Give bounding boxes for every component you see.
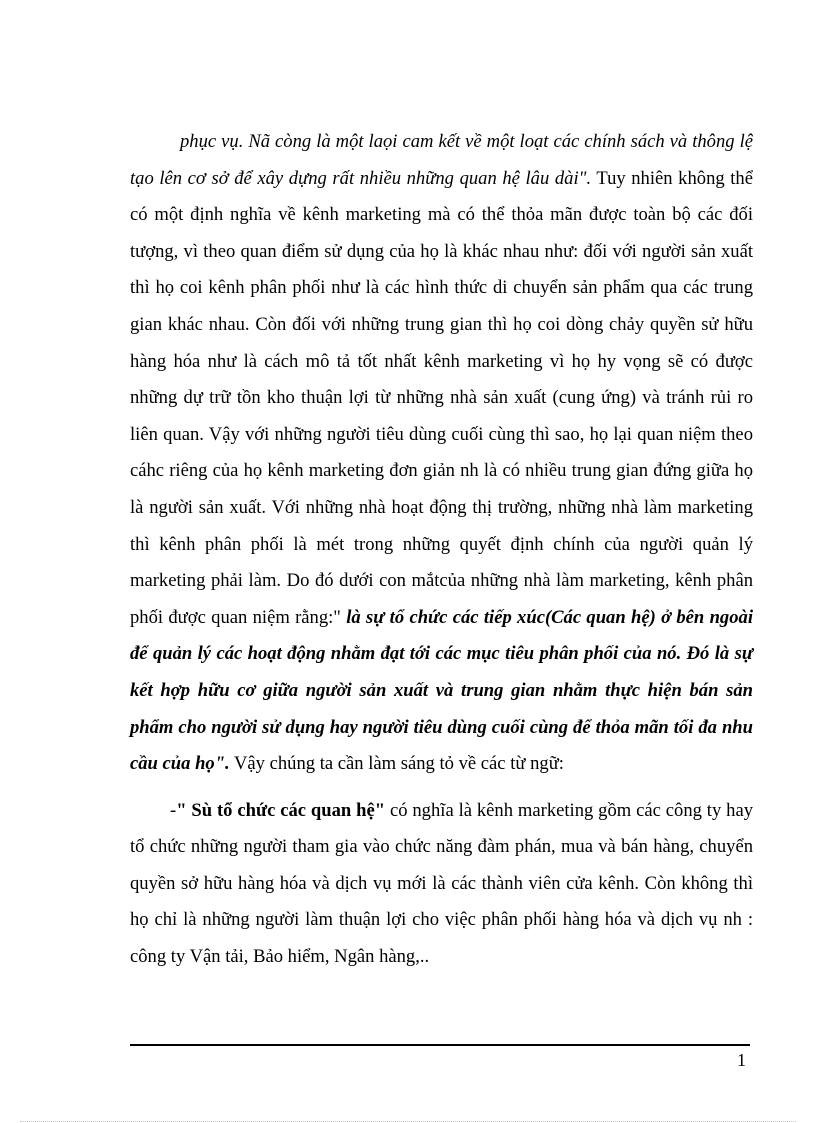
paragraph-kenh-marketing-definitions [130, 124, 753, 783]
document-body [130, 124, 753, 976]
page-number: 1 [737, 1050, 746, 1070]
term-organization-of-relations: " Sù tổ chức các quan hệ" [176, 799, 386, 821]
page-edge-divider [20, 1121, 796, 1122]
quote-relationship-commitment: phục vụ. Nã còng là một laọi cam kết về một loạt các chính sách và thông lệ tạo lên cơ sở để xây dựng rất nhiều những quan hệ lâu dài". [130, 131, 753, 189]
paragraph-organization-of-relations [130, 793, 753, 976]
paragraph-text-clarify-terms: Vậy chúng ta cần làm sáng tỏ về các từ ngữ: [229, 753, 564, 775]
list-dash: - [170, 799, 177, 821]
paragraph-text-perspectives: Tuy nhiên không thể có một định nghĩa về kênh marketing mà có thể thỏa mãn được toàn bộ các đối tượng, vì theo quan điểm sử dụng của họ là khác nhau như: đối với người sản xuất thì họ coi kênh phân phối như là các hình thức di chuyển sản phẩm qua các trung gian khác nhau. Còn đối với những trung gian thì họ coi dòng chảy quyền sử hữu hàng hóa như là cách mô tả tốt nhất kênh marketing vì họ hy vọng sẽ có được những dự trữ tồn kho thuận lợi từ những nhà sản xuất (cung ứng) và tránh rủi ro liên quan. Vậy với những người tiêu dùng cuối cùng thì sao, họ lại quan niệm theo cáhc riêng của họ kênh marketing đơn giản nh là có nhiều trung gian đứng giữa họ là người sản xuất. Với những nhà hoạt động thị trường, những nhà làm marketing thì kênh phân phối là mét trong những quyết định chính của người quản lý marketing phải làm. Do đó dưới con mắtcủa những nhà làm marketing, kênh phân phối được quan niệm rằng:" [130, 167, 753, 628]
quote-distribution-channel-definition: là sự tổ chức các tiếp xúc(Các quan hệ) ở bên ngoài để quản lý các hoạt động nhằm đạt tới các mục tiêu phân phối của nó. Đó là sự kết hợp hữu cơ giữa người sản xuất và trung gian nhằm thực hiện bán sản phẩm cho người sử dụng hay người tiêu dùng cuối cùng để thỏa mãn tối đa nhu cầu của họ". [130, 606, 753, 775]
footer-divider [130, 1044, 750, 1046]
paragraph-text-channel-members: có nghĩa là kênh marketing gồm các công ty hay tổ chức những người tham gia vào chức năng đàm phán, mua và bán hàng, chuyển quyền sở hữu hàng hóa và dịch vụ mới là các thành viên cửa kênh. Còn không thì họ chỉ là những người làm thuận lợi cho việc phân phối hàng hóa và dịch vụ nh : công ty Vận tải, Bảo hiểm, Ngân hàng,.. [130, 799, 753, 968]
